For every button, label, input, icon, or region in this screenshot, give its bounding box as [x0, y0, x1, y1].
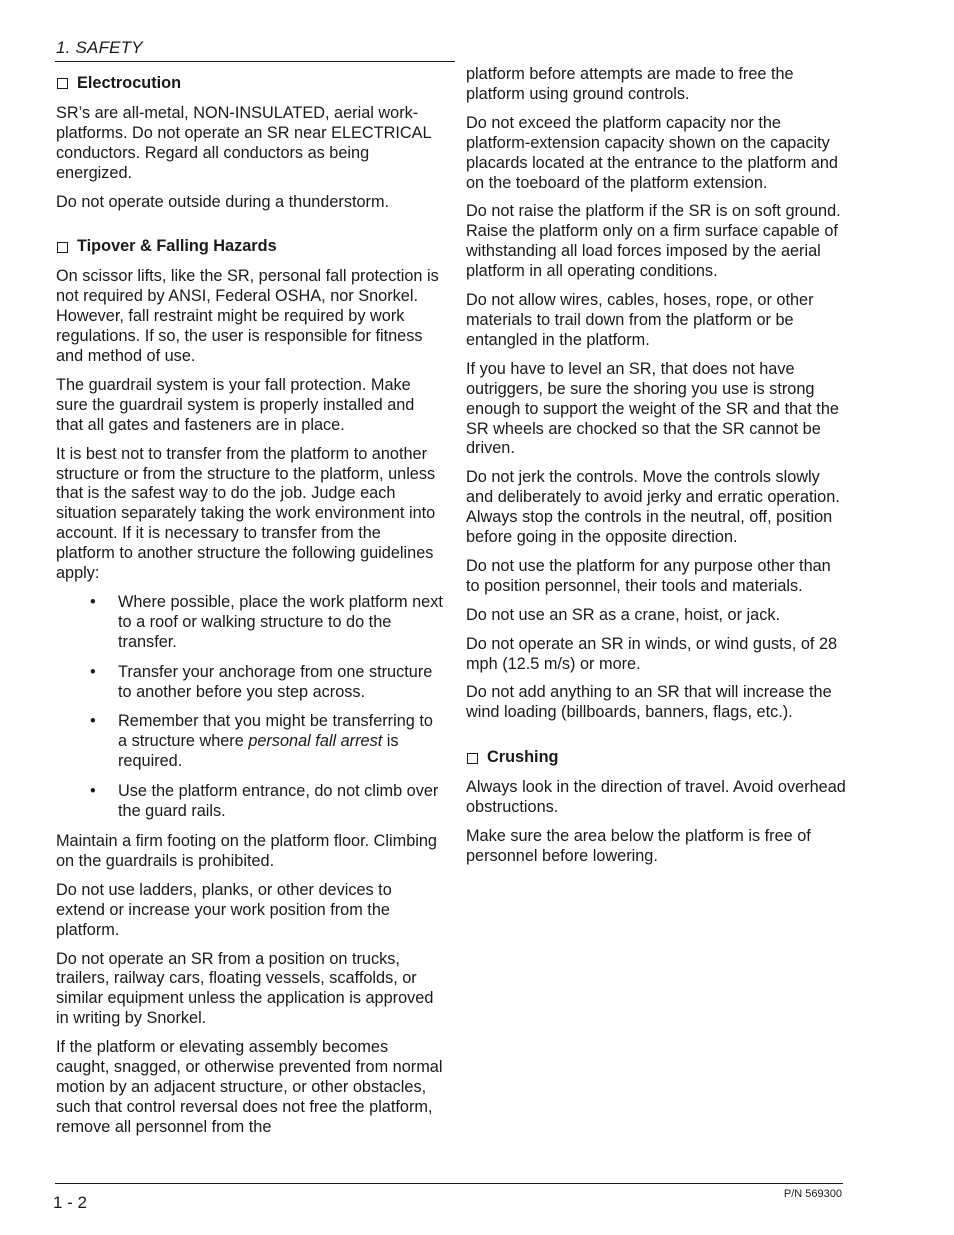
list-item-text-start: Remember that you might be transferring to a structure where [118, 712, 433, 751]
list-item-text-end: is required. [118, 732, 399, 771]
left-column [56, 74, 444, 1147]
list-item-text: Use the platform entrance, do not climb over the guard rails. [118, 782, 439, 821]
crushing-paragraph-2: Make sure the area below the platform is free of personnel before lowering. [466, 827, 811, 865]
tipover-paragraph-5: Do not use ladders, planks, or other devices to extend or increase your work position from the platform. [56, 880, 392, 939]
running-head: 1. SAFETY [56, 38, 143, 57]
list-item [56, 782, 444, 822]
right-paragraph-8: Do not use an SR as a crane, hoist, or jack. [466, 605, 781, 624]
footer-rule [55, 1183, 843, 1184]
checkbox-square-icon [467, 753, 478, 764]
list-item-emphasis: personal fall arrest [248, 732, 383, 751]
bullet-icon: • [90, 782, 96, 801]
tipover-paragraph-4: Maintain a firm footing on the platform floor. Climbing on the guardrails is prohibited. [56, 832, 437, 870]
part-number: P/N 569300 [783, 1188, 842, 1200]
right-paragraph-7: Do not use the platform for any purpose other than to position personnel, their tools and materials. [466, 556, 831, 595]
tipover-heading [56, 237, 444, 257]
bullet-icon: • [90, 592, 96, 611]
list-item-text: Transfer your anchorage from one structure to another before you step across. [118, 662, 433, 701]
bullet-icon: • [90, 662, 96, 681]
right-column [466, 65, 846, 876]
right-paragraph-3: Do not raise the platform if the SR is on soft ground. Raise the platform only on a firm surface capable of withstanding all load forces imposed by the aerial platform in all operating conditions. [466, 202, 841, 281]
checkbox-square-icon [57, 242, 68, 253]
right-paragraph-10: Do not add anything to an SR that will increase the wind loading (billboards, banners, flags, etc.). [466, 683, 832, 722]
crushing-paragraph-1: Always look in the direction of travel. Avoid overhead obstructions. [466, 778, 846, 817]
right-paragraph-5: If you have to level an SR, that does not have outriggers, be sure the shoring you use is strong enough to support the weight of the SR and that the SR wheels are chocked so that the SR cannot be driven. [466, 359, 839, 458]
list-item [56, 593, 444, 653]
right-paragraph-1: platform before attempts are made to free the platform using ground controls. [466, 65, 794, 103]
right-paragraph-4: Do not allow wires, cables, hoses, rope, or other materials to trail down from the platform or be entangled in the platform. [466, 291, 814, 349]
tipover-paragraph-7: If the platform or elevating assembly becomes caught, snagged, or otherwise prevented from normal motion by an adjacent structure, or other obstacles, such that control reversal does not free the platform, remove all personnel from the [56, 1038, 443, 1136]
page-number: 1 - 2 [53, 1193, 88, 1212]
tipover-paragraph-2: The guardrail system is your fall protection. Make sure the guardrail system is properly installed and that all gates and fasteners are in place. [56, 375, 415, 434]
right-paragraph-6: Do not jerk the controls. Move the controls slowly and deliberately to avoid jerky and erratic operation. Always stop the controls in the neutral, off, position before going in the opposite direction. [466, 468, 840, 547]
tipover-paragraph-1: On scissor lifts, like the SR, personal fall protection is not required by ANSI, Federal OSHA, nor Snorkel. However, fall restraint might be required by work regulations. If so, the user is responsible for fitness and method of use. [56, 267, 439, 365]
list-item [56, 712, 444, 772]
checkbox-square-icon [57, 78, 68, 89]
tipover-paragraph-3: It is best not to transfer from the platform to another structure or from the structure to the platform, unless that is the safest way to do the job. Judge each situation separately taking the work environment into account. If it is necessary to transfer from the platform to another structure the following guidelines apply: [56, 444, 436, 583]
list-item [56, 663, 444, 703]
right-paragraph-9: Do not operate an SR in winds, or wind gusts, of 28 mph (12.5 m/s) or more. [466, 634, 838, 673]
electrocution-paragraph-1: SR’s are all-metal, NON-INSULATED, aerial work-platforms. Do not operate an SR near ELECTRICAL conductors. Regard all conductors as being energized. [56, 103, 431, 182]
header-rule [55, 61, 455, 62]
electrocution-paragraph-2: Do not operate outside during a thunderstorm. [56, 192, 390, 211]
crushing-heading [466, 748, 846, 768]
right-paragraph-2: Do not exceed the platform capacity nor the platform-extension capacity shown on the capacity placards located at the entrance to the platform and on the toeboard of the platform extension. [466, 113, 838, 192]
tipover-paragraph-6: Do not operate an SR from a position on trucks, trailers, railway cars, floating vessels, scaffolds, or similar equipment unless the application is approved in writing by Snorkel. [56, 949, 434, 1028]
crushing-heading-text: Crushing [487, 748, 559, 767]
electrocution-heading [56, 74, 444, 94]
transfer-guidelines-list [56, 593, 444, 822]
tipover-heading-text: Tipover & Falling Hazards [77, 237, 277, 256]
bullet-icon: • [90, 712, 96, 731]
list-item-text: Where possible, place the work platform next to a roof or walking structure to do the transfer. [118, 592, 443, 651]
electrocution-heading-text: Electrocution [77, 74, 182, 92]
